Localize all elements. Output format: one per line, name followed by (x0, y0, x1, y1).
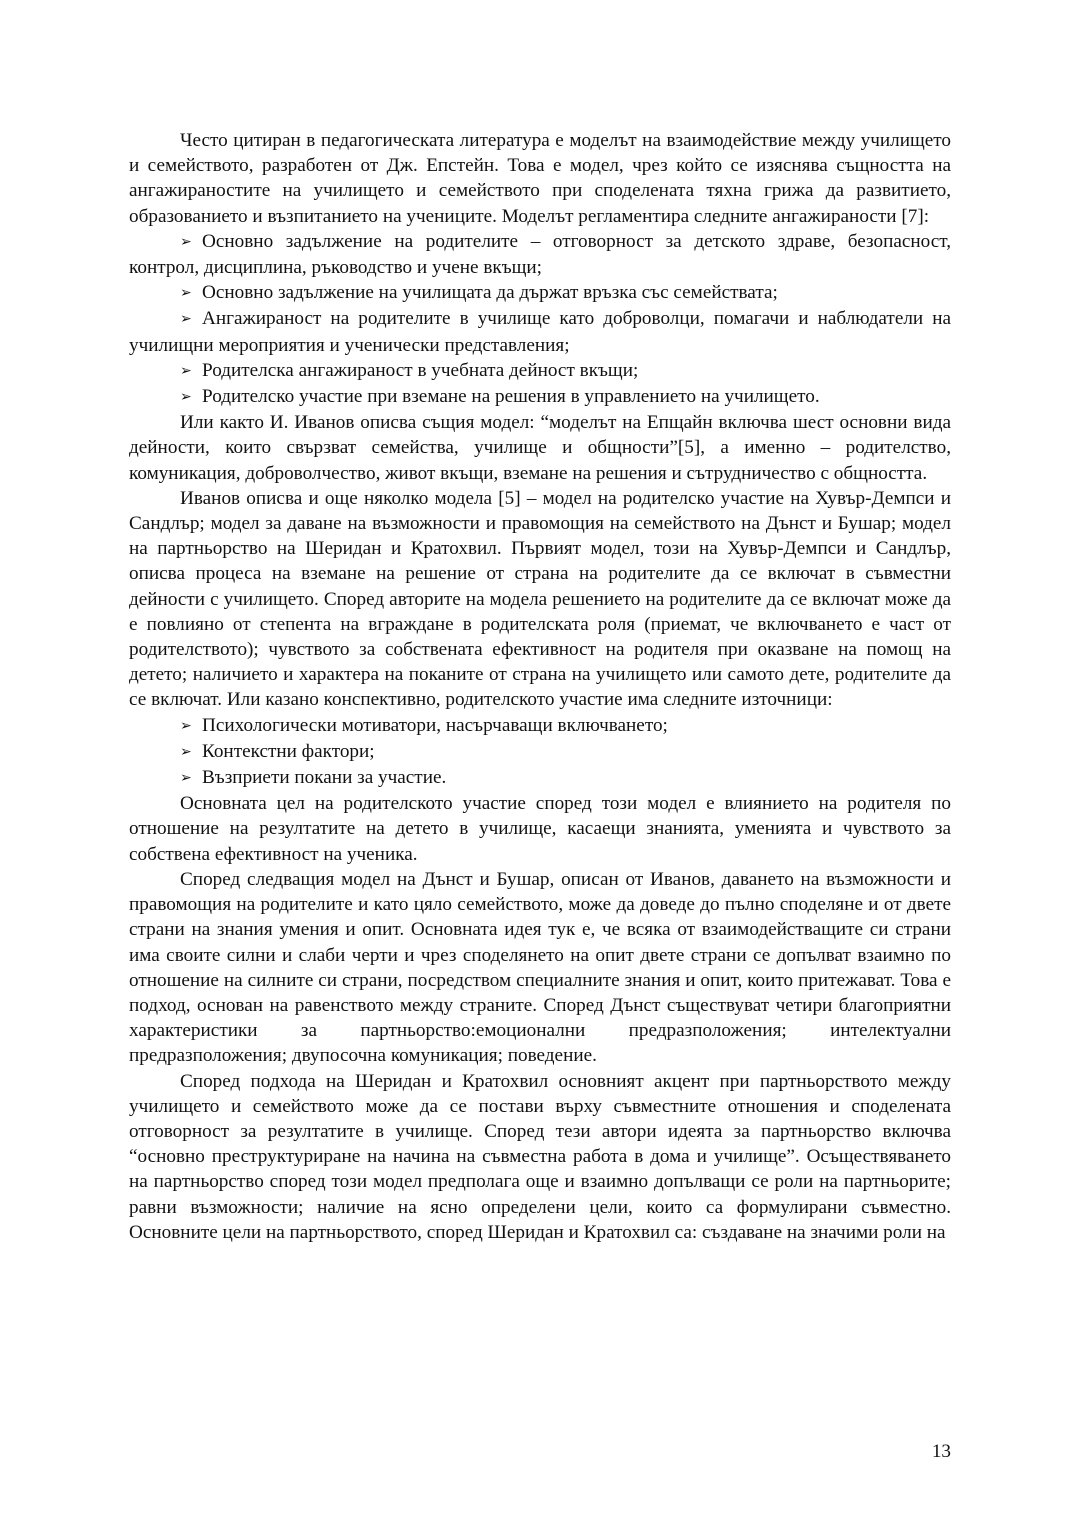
paragraph: Често цитиран в педагогическата литература е моделът на взаимодействие между училището и семейството, разработен от Дж. Епстейн. Това е модел, чрез който се изяснява същността на ангажираностите на училището и семейството при споделената тяхна грижа да развитието, образованието и възпитанието на учениците. Моделът регламентира следните ангажираности [7]: (129, 130, 951, 227)
arrow-bullet-icon: ➢ (180, 389, 192, 406)
bullet-item (129, 713, 951, 739)
bullet-text: Родителска ангажираност в учебната дейност вкъщи; (202, 359, 639, 381)
arrow-bullet-icon: ➢ (180, 311, 192, 328)
bullet-text: Родителско участие при вземане на решения в управлението на училището. (202, 386, 820, 408)
bullet-text: Ангажираност на родителите в училище като доброволци, помагачи и наблюдатели на училищни мероприятия и ученически представления; (129, 308, 951, 356)
paragraph: Основната цел на родителското участие според този модел е влиянието на родителя по отношение на резултатите на детето в училище, касаещи знанията, уменията и чувството за собствена ефективност на ученика. (129, 793, 951, 865)
bullet-item (129, 229, 951, 280)
bullet-item (129, 358, 951, 384)
document-body (129, 128, 951, 1245)
bullet-text: Психологически мотиватори, насърчаващи включването; (202, 714, 668, 736)
bullet-item (129, 384, 951, 410)
paragraph: Или както И. Иванов описва същия модел: “моделът на Епщайн включва шест основни вида дейности, които свързват семейства, училище и общности”[5], а именно – родителство, комуникация, доброволчество, живот вкъщи, вземане на решения и сътрудничество с общността. (129, 412, 951, 484)
bullet-item (129, 739, 951, 765)
bullet-item (129, 280, 951, 306)
arrow-bullet-icon: ➢ (180, 770, 192, 787)
bullet-item (129, 306, 951, 357)
arrow-bullet-icon: ➢ (180, 362, 192, 379)
bullet-text: Основно задължение на училищата да държат връзка със семействата; (202, 282, 778, 304)
arrow-bullet-icon: ➢ (180, 233, 192, 250)
bullet-text: Основно задължение на родителите – отговорност за детското здраве, безопасност, контрол, дисциплина, ръководство и учене вкъщи; (129, 230, 951, 279)
arrow-bullet-icon: ➢ (180, 717, 192, 734)
paragraph: Според следващия модел на Дънст и Бушар, описан от Иванов, даването на възможности и правомощия на родителите и като цяло семейството, може да доведе до пълно споделяне и от двете страни на знания умения и опит. Основната идея тук е, че всяка от взаимодействащите си страни има своите силни и слаби черти и чрез споделянето на опит двете страни се допълват взаимно по отношение на силните си страни, посредством специалните знания и опит, които притежават. Това е подход, основан на равенството между страните. Според Дънст съществуват четири благоприятни характеристики за партньорство:емоционални предразположения; интелектуални предразположения; двупосочна комуникация; поведение. (129, 868, 951, 1067)
arrow-bullet-icon: ➢ (180, 743, 192, 760)
bullet-item (129, 765, 951, 791)
arrow-bullet-icon: ➢ (180, 285, 192, 302)
bullet-text: Контекстни фактори; (202, 740, 375, 762)
paragraph: Според подхода на Шеридан и Кратохвил основният акцент при партньорството между училището и семейството може да се постави върху съвместните отношения и споделената отговорност за резултатите в училище. Според тези автори идеята за партньорство включва “основно преструктуриране на начина на съвместна работа в дома и училище”. Осъществяването на партньорство според този модел предполага още и взаимно допълващи се роли на партньорите; равни възможности; наличие на ясно определени цели, които са формулирани съвместно. Основните цели на партньорството, според Шеридан и Кратохвил са: създаване на значими роли на (129, 1070, 951, 1243)
page-number: 13 (931, 1441, 951, 1462)
paragraph: Иванов описва и още няколко модела [5] – модел на родителско участие на Хувър-Демпси и Сандлър; модел за даване на възможности и правомощия на семейството на Дънст и Бушар; модел на партньорство на Шеридан и Кратохвил. Първият модел, този на Хувър-Демпси и Сандлър, описва процеса на вземане на решение от страна на родителите да се включат в съвместни дейности с училището. Според авторите на модела решението на родителите да се включат може да е повлияно от степента на вграждане в родителската роля (приемат, че включването е част от родителството); чувството за собствената ефективност на родителя при оказване на помощ на детето; наличието и характера на поканите от страна на училището или самото дете, родителите да се включат. Или казано конспективно, родителското участие има следните източници: (129, 487, 951, 711)
bullet-text: Възприети покани за участие. (202, 767, 447, 789)
